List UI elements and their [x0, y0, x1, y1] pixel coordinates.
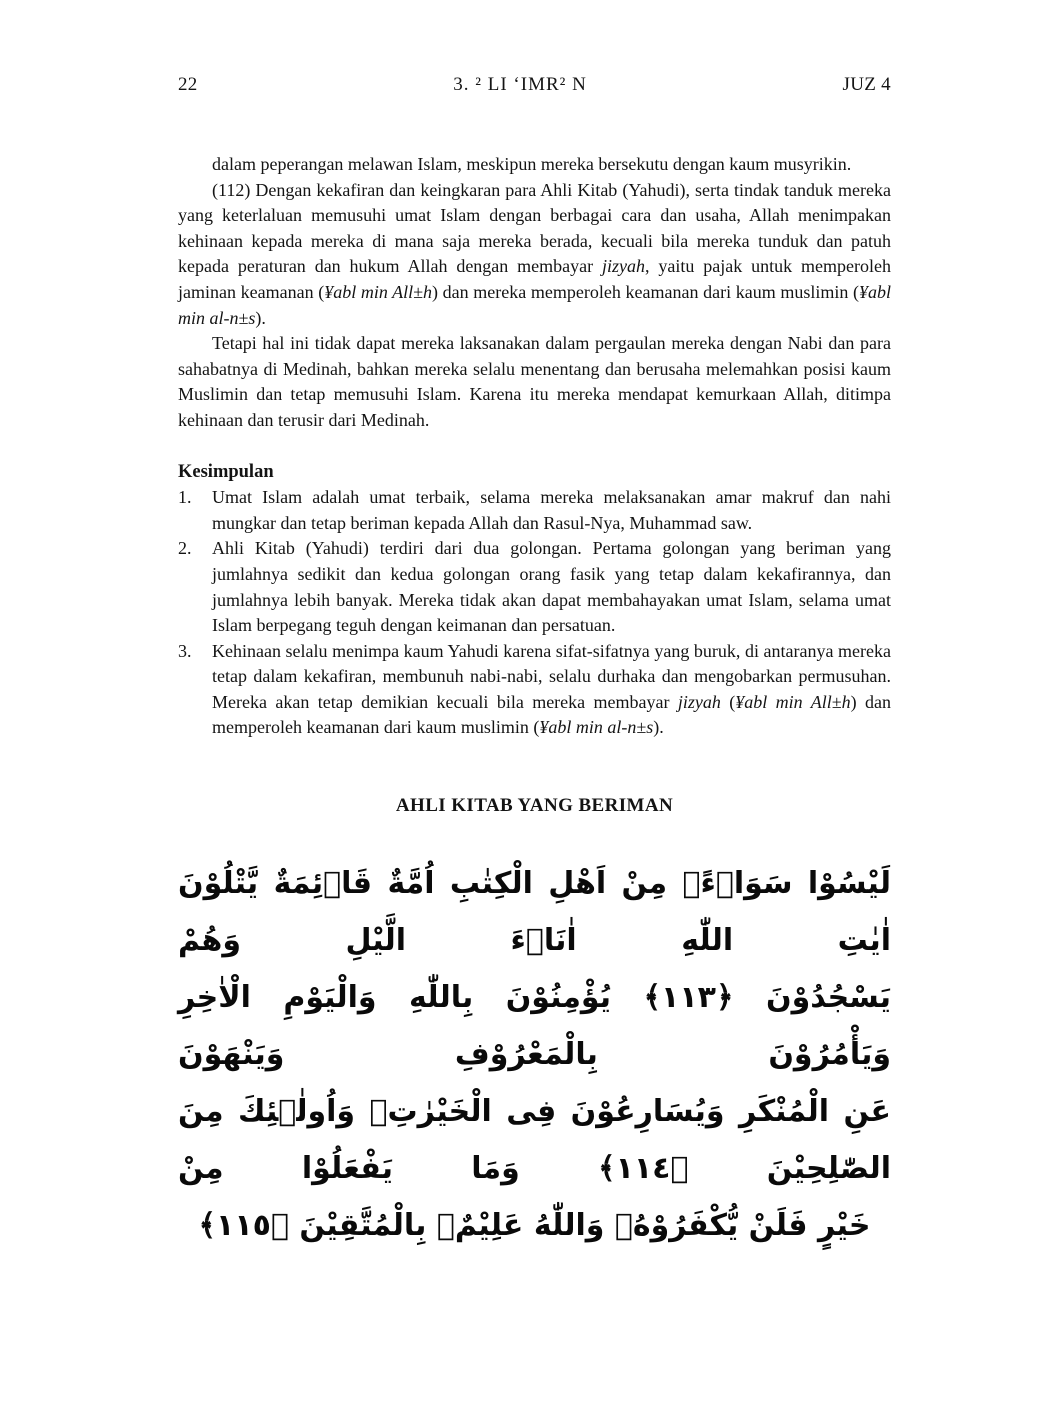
chapter-title: 3. ² LI ‘IMR² N	[453, 74, 587, 95]
quran-verses-arabic	[178, 855, 891, 1254]
list-item-text: Umat Islam adalah umat terbaik, selama mereka melaksanakan amar makruf dan nahi mungkar dan tetap beriman kepada Allah dan Rasul-Nya, Muhammad saw.	[212, 487, 891, 533]
list-item-text: Kehinaan selalu menimpa kaum Yahudi karena sifat-sifatnya yang buruk, di antaranya mereka tetap dalam kekafiran, membunuh nabi-nabi, selalu durhaka dan mengobarkan permusuhan. Mereka akan tetap demikian kecuali bila mereka membayar jizyah (¥abl min All±h) dan memperoleh keamanan dari kaum muslimin (¥abl min al-n±s).	[212, 640, 891, 738]
arabic-line-2: يَسْجُدُوْنَ ﴿١١٣﴾ يُؤْمِنُوْنَ بِاللّٰهِ وَالْيَوْمِ الْاٰخِرِ وَيَأْمُرُوْنَ بِالْمَعْرُوْفِ وَيَنْهَوْنَ	[178, 980, 891, 1073]
arabic-line-4: خَيْرٍ فَلَنْ يُّكْفَرُوْهُۗ وَاللّٰهُ عَلِيْمٌۢ بِالْمُتَّقِيْنَ ﴿١١٥﴾	[198, 1208, 871, 1244]
list-item-3	[178, 639, 891, 741]
kesimpulan-heading: Kesimpulan	[178, 461, 274, 482]
page-number: 22	[178, 74, 198, 95]
list-item-2	[178, 536, 891, 638]
paragraph-112: (112) Dengan kekafiran dan keingkaran para Ahli Kitab (Yahudi), serta tindak tanduk mereka yang keterlaluan memusuhi umat Islam dengan berbagai cara dan usaha, Allah menimpakan kehinaan kepada mereka di mana saja mereka berada, kecuali bila mereka tunduk dan patuh kepada peraturan dan hukum Allah dengan membayar jizyah, yaitu pajak untuk memperoleh jaminan keamanan (¥abl min All±h) dan mereka memperoleh keamanan dari kaum muslimin (¥abl min al-n±s).	[178, 179, 891, 328]
section-title: AHLI KITAB YANG BERIMAN	[395, 795, 674, 817]
list-item-number: 1.	[178, 487, 192, 508]
body-text	[178, 152, 891, 1254]
juz-label: JUZ 4	[842, 74, 891, 95]
list-item-number: 3.	[178, 640, 192, 661]
arabic-line-1: لَيْسُوْا سَوَاۤءًۗ مِنْ اَهْلِ الْكِتٰبِ اُمَّةٌ قَاۤئِمَةٌ يَّتْلُوْنَ اٰيٰتِ اللّٰهِ اٰنَاۤءَ الَّيْلِ وَهُمْ	[178, 866, 891, 959]
kesimpulan-list	[178, 485, 891, 741]
list-item-number: 2.	[178, 538, 192, 559]
arabic-line-3: عَنِ الْمُنْكَرِ وَيُسَارِعُوْنَ فِى الْخَيْرٰتِۗ وَاُولٰۤئِكَ مِنَ الصّٰلِحِيْنَ ﴿١١٤﴾ وَمَا يَفْعَلُوْا مِنْ	[178, 1094, 891, 1187]
list-item-1	[178, 485, 891, 536]
page-content	[178, 74, 891, 1254]
page-header	[178, 74, 891, 96]
list-item-text: Ahli Kitab (Yahudi) terdiri dari dua golongan. Pertama golongan yang beriman yang jumlahnya sedikit dan kedua golongan orang fasik yang tetap dalam kekafirannya, dan jumlahnya lebih banyak. Mereka tidak akan dapat membahayakan umat Islam, selama umat Islam berpegang teguh dengan keimanan dan persatuan.	[212, 538, 891, 636]
paragraph-continuation: dalam peperangan melawan Islam, meskipun mereka bersekutu dengan kaum musyrikin.	[212, 154, 852, 174]
paragraph-tetapi: Tetapi hal ini tidak dapat mereka laksanakan dalam pergaulan mereka dengan Nabi dan para sahabatnya di Medinah, bahkan mereka selalu menentang dan berusaha melemahkan posisi kaum Muslimin dan tetap memusuhi Islam. Karena itu mereka mendapat kemurkaan Allah, ditimpa kehinaan dan terusir dari Medinah.	[178, 333, 891, 430]
